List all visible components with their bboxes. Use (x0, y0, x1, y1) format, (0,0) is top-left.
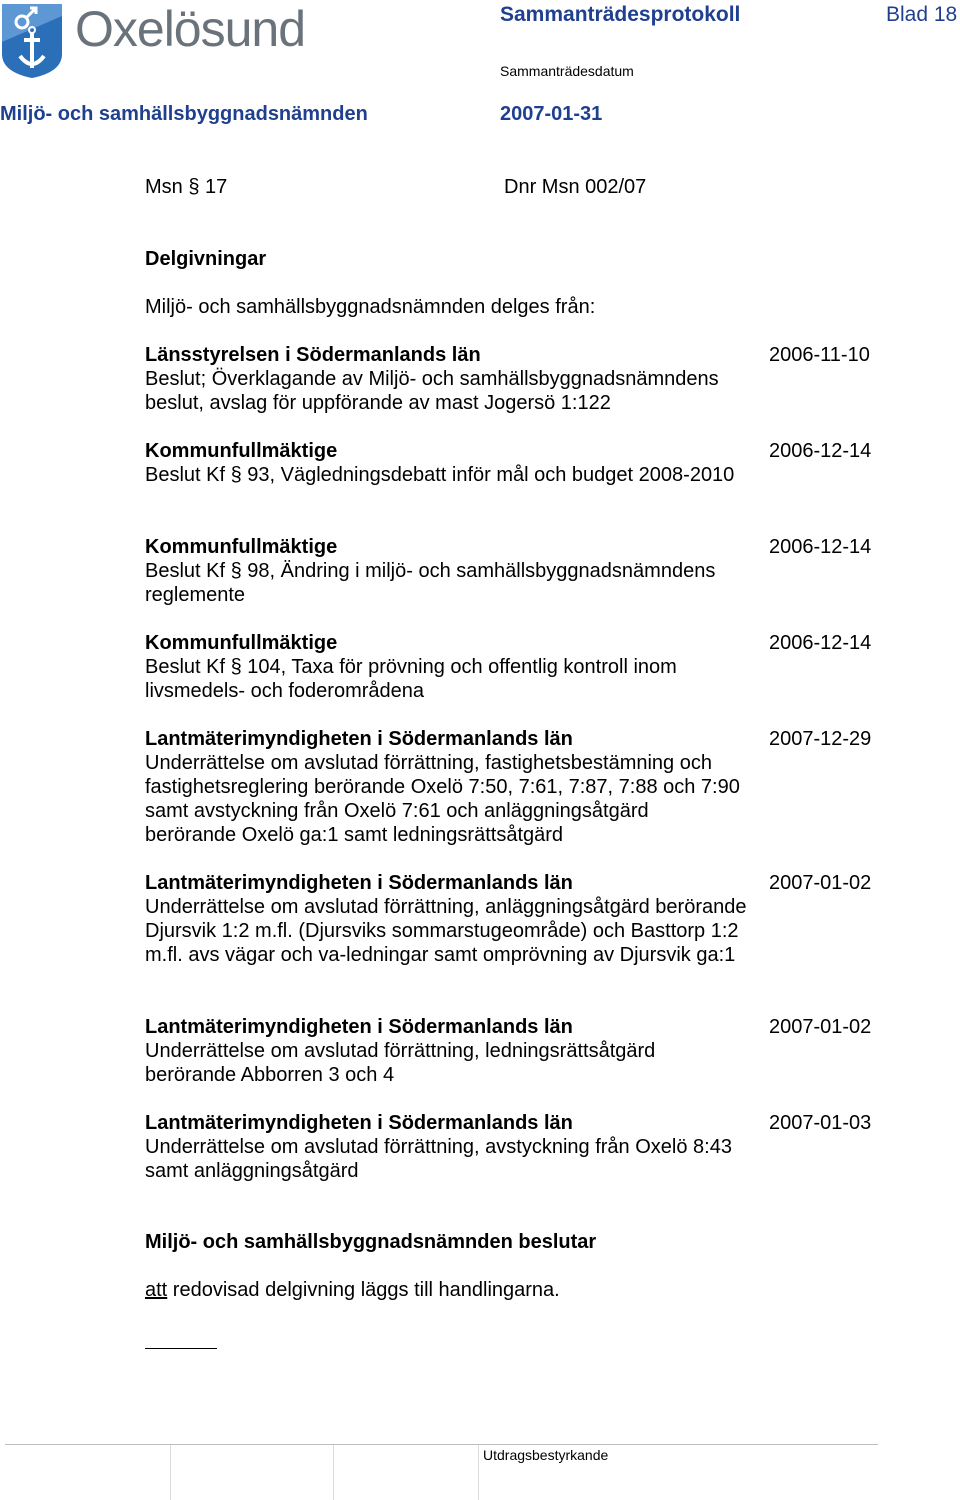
case-dnr: Dnr Msn 002/07 (504, 176, 647, 198)
intro-text: Miljö- och samhällsbyggnadsnämnden delges från: (145, 296, 596, 318)
logo-wordmark: Oxelösund (75, 1, 306, 57)
meeting-date-label: Sammanträdesdatum (500, 63, 634, 79)
signature-box-divider (333, 1445, 334, 1500)
item-sender: Lantmäterimyndigheten i Södermanlands län (145, 728, 573, 750)
decision-body: redovisad delgivning läggs till handlingarna. (167, 1279, 560, 1301)
sheet-number: Blad 18 (886, 3, 958, 26)
board-name: Miljö- och samhällsbyggnadsnämnden (0, 103, 368, 125)
item-text: Underrättelse om avslutad förrättning, avstyckning från Oxelö 8:43 samt anläggningsåtgärd (145, 1136, 732, 1182)
item-sender: Länsstyrelsen i Södermanlands län (145, 344, 481, 366)
item-sender: Lantmäterimyndigheten i Södermanlands län (145, 1112, 573, 1134)
item-date: 2007-01-02 (769, 1016, 872, 1038)
section-title: Delgivningar (145, 248, 267, 270)
case-paragraph: Msn § 17 (145, 176, 228, 198)
footer-label: Utdragsbestyrkande (483, 1447, 609, 1463)
meeting-date: 2007-01-31 (500, 103, 603, 125)
signature-box-divider (478, 1445, 479, 1500)
signature-box-divider (170, 1445, 171, 1500)
coat-of-arms-icon (0, 2, 64, 80)
item-date: 2006-12-14 (769, 440, 872, 462)
item-sender: Lantmäterimyndigheten i Södermanlands län (145, 872, 573, 894)
footer-line (5, 1444, 878, 1445)
item-date: 2007-01-03 (769, 1112, 872, 1134)
item-text: Beslut Kf § 93, Vägledningsdebatt inför mål och budget 2008-2010 (145, 464, 735, 486)
item-date: 2007-01-02 (769, 872, 872, 894)
item-text: Beslut; Överklagande av Miljö- och samhällsbyggnadsnämndens beslut, avslag för uppförande av mast Jogersö 1:122 (145, 368, 719, 414)
item-date: 2006-11-10 (769, 344, 870, 366)
item-text: Underrättelse om avslutad förrättning, fastighetsbestämning och fastighetsreglering berörande Oxelö 7:50, 7:61, 7:87, 7:88 och 7:90 samt avstyckning från Oxelö 7:61 och anläggningsåtgärd berörande Oxelö ga:1 samt ledningsrättsåtgärd (145, 752, 740, 846)
item-date: 2007-12-29 (769, 728, 872, 750)
item-text: Underrättelse om avslutad förrättning, anläggningsåtgärd berörande Djursvik 1:2 m.fl. (Djursviks sommarstugeområde) och Basttorp 1:2 m.fl. avs vägar och va-ledningar samt omprövning av Djursvik ga:1 (145, 896, 747, 966)
decision-att: att (145, 1279, 168, 1301)
item-sender: Kommunfullmäktige (145, 632, 338, 654)
item-text: Beslut Kf § 104, Taxa för prövning och offentlig kontroll inom livsmedels- och foderområdena (145, 656, 677, 702)
municipality-logo (0, 2, 340, 80)
protocol-title: Sammanträdesprotokoll (500, 3, 741, 26)
decision-text (145, 1279, 560, 1302)
item-date: 2006-12-14 (769, 632, 872, 654)
decision-heading: Miljö- och samhällsbyggnadsnämnden beslutar (145, 1231, 597, 1253)
item-date: 2006-12-14 (769, 536, 872, 558)
item-text: Beslut Kf § 98, Ändring i miljö- och samhällsbyggnadsnämndens reglemente (145, 560, 716, 606)
item-sender: Kommunfullmäktige (145, 536, 338, 558)
item-sender: Lantmäterimyndigheten i Södermanlands län (145, 1016, 573, 1038)
item-sender: Kommunfullmäktige (145, 440, 338, 462)
item-text: Underrättelse om avslutad förrättning, ledningsrättsåtgärd berörande Abborren 3 och 4 (145, 1040, 656, 1086)
closing-rule (145, 1348, 217, 1349)
